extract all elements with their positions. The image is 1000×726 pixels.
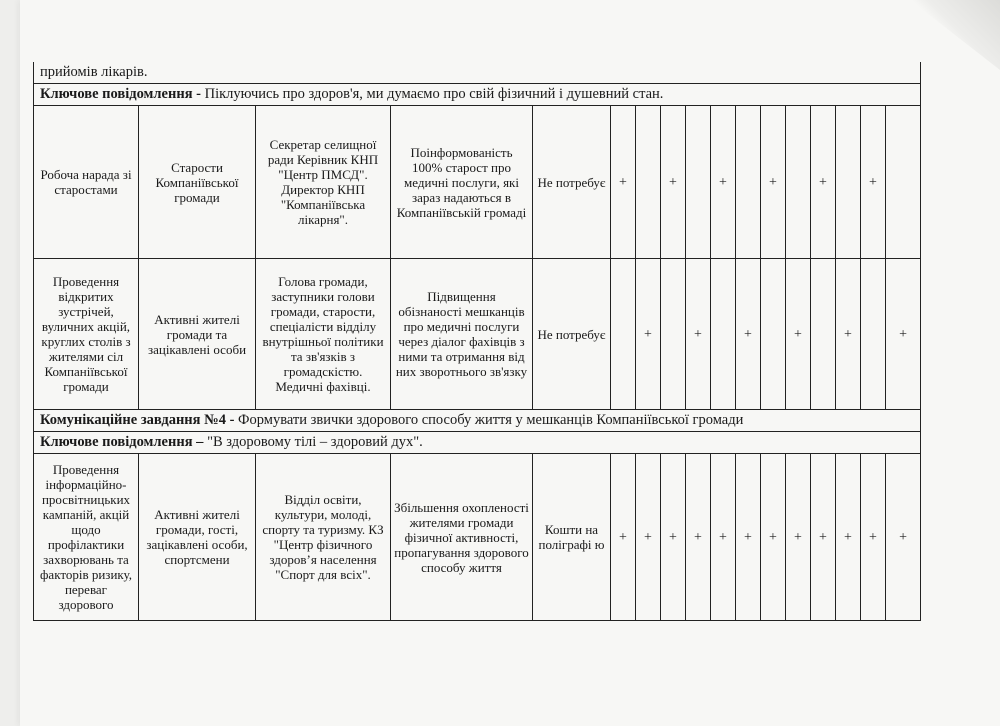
month-mark — [886, 106, 921, 259]
month-mark — [636, 106, 661, 259]
month-mark: + — [711, 106, 736, 259]
month-mark: + — [636, 259, 661, 410]
month-mark: + — [836, 259, 861, 410]
month-mark — [711, 259, 736, 410]
month-mark: + — [661, 454, 686, 621]
month-mark: + — [861, 106, 886, 259]
responsible-cell: Голова громади, заступники голови громади, старости, спеціалісти відділу внутрішньої політики та зв'язків з громадскістю. Медичні фахівці. — [256, 259, 391, 410]
month-mark — [761, 259, 786, 410]
responsible-cell: Відділ освіти, культури, молоді, спорту та туризму. КЗ "Центр фізичного здоров’я населення "Спорт для всіх". — [256, 454, 391, 621]
page-corner-fold — [910, 0, 1000, 70]
audience-cell: Активні жителі громади, гості, зацікавлені особи, спортсмени — [139, 454, 256, 621]
table-row — [34, 259, 921, 410]
funding-cell: Не потребує — [533, 106, 611, 259]
month-mark: + — [786, 454, 811, 621]
month-mark: + — [711, 454, 736, 621]
month-mark: + — [861, 454, 886, 621]
month-mark: + — [611, 454, 636, 621]
event-cell: Проведення відкритих зустрічей, вуличних акцій, круглих столів з жителями сіл Компаніївської громади — [34, 259, 139, 410]
month-mark: + — [686, 259, 711, 410]
key-message-2: Ключове повідомлення – "В здоровому тілі – здоровий дух". — [34, 432, 921, 454]
audience-cell: Старости Компаніївської громади — [139, 106, 256, 259]
month-mark — [611, 259, 636, 410]
plan-table-fragment — [33, 62, 915, 621]
month-mark — [836, 106, 861, 259]
month-mark — [861, 259, 886, 410]
key-message-1: Ключове повідомлення - Піклуючись про здоров'я, ми думаємо про свій фізичний і душевний стан. — [34, 84, 921, 106]
audience-cell: Активні жителі громади та зацікавлені особи — [139, 259, 256, 410]
month-mark: + — [636, 454, 661, 621]
month-mark: + — [811, 106, 836, 259]
month-mark: + — [661, 106, 686, 259]
continuation-text: прийомів лікарів. — [34, 62, 921, 84]
result-cell: Збільшення охопленості жителями громади фізичної активності, пропагування здорового способу життя — [391, 454, 533, 621]
month-mark: + — [886, 259, 921, 410]
event-cell: Робоча нарада зі старостами — [34, 106, 139, 259]
month-mark: + — [736, 454, 761, 621]
funding-cell: Не потребує — [533, 259, 611, 410]
month-mark — [811, 259, 836, 410]
funding-cell: Кошти на поліграфі ю — [533, 454, 611, 621]
result-cell: Поінформованість 100% старост про медичні послуги, які зараз надаються в Компаніївській громаді — [391, 106, 533, 259]
month-mark — [736, 106, 761, 259]
month-mark: + — [761, 106, 786, 259]
event-cell: Проведення інформаційно-просвітницьких кампаній, акцій щодо профілактики захворювань та факторів ризику, переваг здорового — [34, 454, 139, 621]
table-row — [34, 106, 921, 259]
month-mark — [661, 259, 686, 410]
communication-plan-table — [33, 62, 921, 621]
month-mark: + — [811, 454, 836, 621]
month-mark: + — [686, 454, 711, 621]
month-mark: + — [761, 454, 786, 621]
month-mark: + — [886, 454, 921, 621]
responsible-cell: Секретар селищної ради Керівник КНП "Центр ПМСД". Директор КНП "Компаніївська лікарня". — [256, 106, 391, 259]
communication-task-4: Комунікаційне завдання №4 - Формувати звички здорового способу життя у мешканців Компаніївської громади — [34, 410, 921, 432]
month-mark: + — [611, 106, 636, 259]
month-mark: + — [736, 259, 761, 410]
result-cell: Підвищення обізнаності мешканців про медичні послуги через діалог фахівців з ними та отримання від них зворотнього зв'язку — [391, 259, 533, 410]
month-mark — [786, 106, 811, 259]
month-mark: + — [786, 259, 811, 410]
month-mark — [686, 106, 711, 259]
month-mark: + — [836, 454, 861, 621]
table-row — [34, 454, 921, 621]
